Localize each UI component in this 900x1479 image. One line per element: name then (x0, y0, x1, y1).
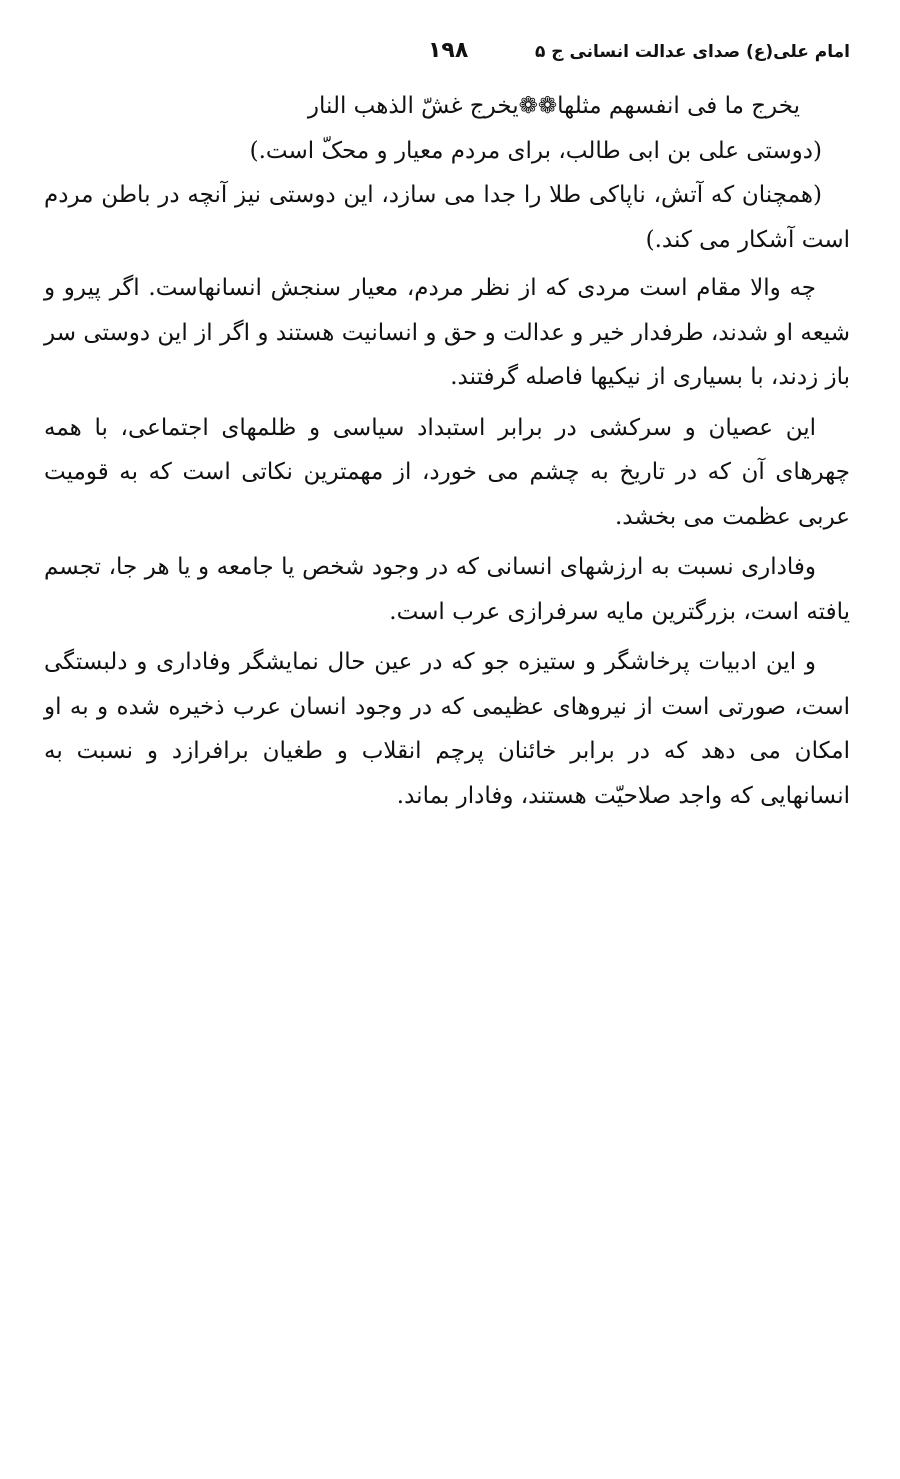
paragraph-4: و این ادبیات پرخاشگر و ستیزه جو که در عین حال نمایشگر وفاداری و دلبستگی است، صورتی است از نیروهای عظیمی که در وجود انسان عرب ذخیره شده و به او امکان می دهد که در برابر خائنان پرچم انقلاب و طغیان برافرازد و نسبت به انسانهایی که واجد صلاحیّت هستند، وفادار بماند. (44, 649, 850, 809)
page-number: ۱۹۸ (428, 38, 469, 63)
translation-line-2: (همچنان که آتش، ناپاکی طلا را جدا می سازد، این دوستی نیز آنچه در باطن مردم است آشکار می کند.) (44, 182, 850, 253)
paragraph-2: این عصیان و سرکشی در برابر استبداد سیاسی و ظلمهای اجتماعی، با همه چهرهای آن که در تاریخ به چشم می خورد، از مهمترین نکاتی است که به قومیت عربی عظمت می بخشد. (44, 414, 850, 530)
poem-verse-line: یخرج ما فی انفسهم مثلها❁❁یخرج غشّ الذهب النار (307, 93, 800, 119)
body-text (44, 84, 850, 818)
book-title: امام علی(ع) صدای عدالت انسانی ج ۵ (534, 42, 850, 62)
running-header (44, 38, 850, 72)
paragraph-1: چه والا مقام است مردی که از نظر مردم، معیار سنجش انسانهاست. اگر پیرو و شیعه او شدند، طرفدار خیر و عدالت و حق و انسانیت هستند و اگر از این دوستی سر باز زدند، با بسیاری از نیکیها فاصله گرفتند. (44, 275, 850, 390)
paragraph-3: وفاداری نسبت به ارزشهای انسانی که در وجود شخص یا جامعه و یا هر جا، تجسم یافته است، بزرگترین مایه سرفرازی عرب است. (44, 554, 850, 625)
translation-line-1: (دوستی علی بن ابی طالب، برای مردم معیار و محکّ است.) (249, 137, 822, 164)
